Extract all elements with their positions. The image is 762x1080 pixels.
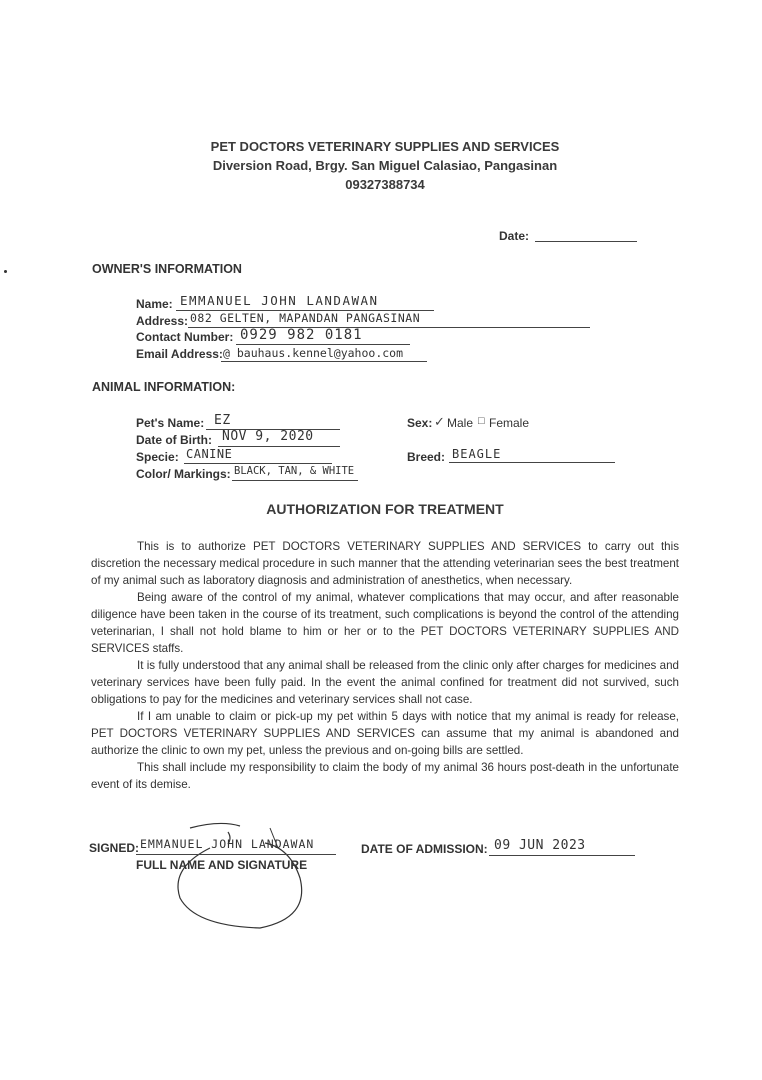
owner-address-label: Address: [136, 314, 189, 328]
pet-name-label: Pet's Name: [136, 416, 205, 430]
dob-line [218, 446, 340, 447]
owner-email-label: Email Address: [136, 347, 223, 361]
clinic-phone: 09327388734 [345, 177, 425, 192]
full-name-signature-label: FULL NAME AND SIGNATURE [136, 858, 308, 872]
owner-email-field[interactable]: @ bauhaus.kennel@yahoo.com [223, 346, 404, 360]
authorization-paragraph-1: This is to authorize PET DOCTORS VETERINARY SUPPLIES AND SERVICES to carry out this discretion the necessary medical procedure in such manner that the attending veterinarian sees the best treatment of my animal such as laboratory diagnosis and administration of anesthetics, when necessary. [91, 540, 679, 587]
color-field[interactable]: BLACK, TAN, & WHITE [234, 465, 355, 477]
owner-email-line [221, 361, 427, 362]
owner-name-field[interactable]: EMMANUEL JOHN LANDAWAN [180, 293, 379, 308]
specie-field[interactable]: CANINE [186, 447, 233, 461]
pet-name-field[interactable]: EZ [214, 413, 231, 428]
authorization-title: AUTHORIZATION FOR TREATMENT [266, 501, 504, 517]
clinic-address: Diversion Road, Brgy. San Miguel Calasiao, Pangasinan [212, 158, 558, 173]
breed-line [449, 462, 615, 463]
date-field[interactable] [535, 241, 637, 242]
dob-field[interactable]: NOV 9, 2020 [222, 429, 314, 444]
female-option: Female [489, 416, 530, 430]
sex-label: Sex: [407, 416, 433, 430]
female-checkbox-icon[interactable]: □ [478, 415, 485, 427]
margin-dot [4, 270, 7, 273]
color-line [232, 480, 358, 481]
authorization-body [91, 538, 679, 793]
breed-label: Breed: [407, 450, 446, 464]
animal-section-title: ANIMAL INFORMATION: [92, 380, 236, 394]
admission-date-line [489, 855, 635, 856]
color-label: Color/ Markings: [136, 467, 231, 481]
specie-line [184, 463, 332, 464]
authorization-paragraph-4: If I am unable to claim or pick-up my pet within 5 days with notice that my animal is ready for release, PET DOCTORS VETERINARY SUPPLIES AND SERVICES can assume that my animal is abandoned and authorize the clinic to own my pet, unless the previous and on-going bills are settled. [91, 710, 679, 757]
dob-label: Date of Birth: [136, 433, 212, 447]
specie-label: Specie: [136, 450, 179, 464]
authorization-paragraph-3: It is fully understood that any animal shall be released from the clinic only after charges for medicines and veterinary services have been fully paid. In the event the animal confined for treatment did not survived, such obligations to pay for the medicines and veterinary services shall not case. [91, 659, 679, 706]
clinic-name: PET DOCTORS VETERINARY SUPPLIES AND SERVICES [210, 139, 560, 154]
male-checkmark-icon[interactable]: ✓ [434, 414, 445, 429]
breed-field[interactable]: BEAGLE [452, 447, 502, 461]
owner-contact-field[interactable]: 0929 982 0181 [240, 327, 363, 343]
owner-section-title: OWNER'S INFORMATION [92, 262, 242, 276]
signed-label: SIGNED: [89, 841, 140, 855]
date-label: Date: [499, 229, 530, 243]
signed-line [136, 854, 336, 855]
admission-date-field[interactable]: 09 JUN 2023 [494, 838, 586, 853]
signature-scribble-icon [150, 818, 350, 933]
authorization-paragraph-2: Being aware of the control of my animal, whatever complications that may occur, and after reasonable diligence have been taken in the course of its treatment, such complications is beyond the control of the attending veterinarian, I shall not hold blame to him or her or to the PET DOCTORS VETERINARY SUPPLIES AND SERVICES staffs. [91, 591, 679, 655]
owner-contact-line [236, 344, 410, 345]
admission-date-label: DATE OF ADMISSION: [361, 842, 488, 856]
signed-field[interactable]: EMMANUEL JOHN LANDAWAN [140, 837, 315, 851]
owner-contact-label: Contact Number: [136, 330, 234, 344]
owner-address-field[interactable]: 082 GELTEN, MAPANDAN PANGASINAN [190, 311, 421, 325]
male-option: Male [447, 416, 474, 430]
owner-name-label: Name: [136, 297, 173, 311]
authorization-paragraph-5: This shall include my responsibility to claim the body of my animal 36 hours post-death in the unfortunate event of its demise. [91, 761, 679, 791]
